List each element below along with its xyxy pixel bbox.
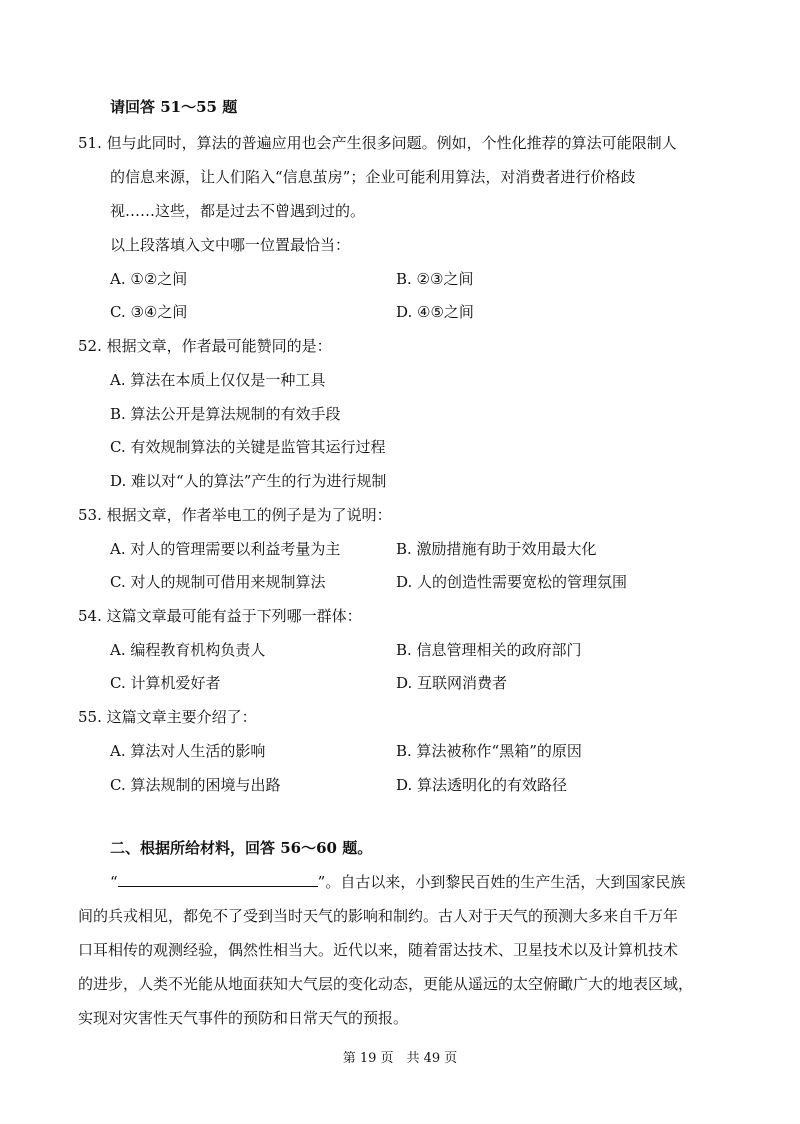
question-prompt: 以上段落填入文中哪一位置最恰当： bbox=[110, 236, 351, 254]
option-d[interactable]: D. 算法透明化的有效路径 bbox=[396, 776, 568, 794]
option-c[interactable]: C. ③④之间 bbox=[110, 303, 188, 321]
option-d[interactable]: D. ④⑤之间 bbox=[396, 303, 474, 321]
option-b[interactable]: B. 算法公开是算法规制的有效手段 bbox=[110, 405, 341, 423]
material-line: 间的兵戎相见，都免不了受到当时天气的影响和制约。古人对于天气的预测大多来自千万年 bbox=[78, 907, 679, 925]
quote-open: “ bbox=[110, 873, 118, 891]
question-53 bbox=[78, 505, 392, 525]
material-line: 的进步，人类不光能从地面获知大气层的变化动态，更能从遥远的太空俯瞰广大的地表区域， bbox=[78, 975, 694, 993]
section-intro: 请回答 51～55 题 bbox=[110, 98, 238, 116]
material-first-line bbox=[110, 872, 685, 892]
option-c[interactable]: C. 有效规制算法的关键是监管其运行过程 bbox=[110, 438, 386, 456]
question-number: 55. bbox=[78, 708, 102, 726]
question-52 bbox=[78, 336, 332, 356]
question-55 bbox=[78, 707, 257, 727]
question-51 bbox=[78, 133, 677, 153]
question-number: 54. bbox=[78, 607, 102, 625]
option-b[interactable]: B. 信息管理相关的政府部门 bbox=[396, 641, 582, 659]
option-d[interactable]: D. 人的创造性需要宽松的管理氛围 bbox=[396, 573, 628, 591]
option-a[interactable]: A. ①②之间 bbox=[110, 270, 188, 288]
option-b[interactable]: B. 算法被称作“黑箱”的原因 bbox=[396, 742, 582, 760]
option-a[interactable]: A. 对人的管理需要以利益考量为主 bbox=[110, 540, 341, 558]
question-number: 53. bbox=[78, 506, 102, 524]
material-line: 口耳相传的观测经验，偶然性相当大。近代以来，随着雷达技术、卫星技术以及计算机技术 bbox=[78, 941, 679, 959]
question-text: 但与此同时，算法的普遍应用也会产生很多问题。例如，个性化推荐的算法可能限制人 bbox=[106, 134, 677, 152]
question-text: 这篇文章最可能有益于下列哪一群体： bbox=[106, 607, 362, 625]
material-text: ”。自古以来，小到黎民百姓的生产生活，大到国家民族 bbox=[317, 873, 686, 891]
section-title: 二、根据所给材料，回答 56～60 题。 bbox=[110, 839, 373, 857]
question-number: 51. bbox=[78, 134, 102, 152]
option-a[interactable]: A. 算法对人生活的影响 bbox=[110, 742, 266, 760]
question-text-line: 视……这些，都是过去不曾遇到过的。 bbox=[110, 202, 366, 220]
question-text: 这篇文章主要介绍了： bbox=[106, 708, 257, 726]
option-a[interactable]: A. 算法在本质上仅仅是一种工具 bbox=[110, 371, 326, 389]
option-c[interactable]: C. 计算机爱好者 bbox=[110, 674, 221, 692]
option-d[interactable]: D. 难以对“人的算法”产生的行为进行规制 bbox=[110, 472, 387, 490]
option-d[interactable]: D. 互联网消费者 bbox=[396, 674, 508, 692]
material-line: 实现对灾害性天气事件的预防和日常天气的预报。 bbox=[78, 1009, 409, 1027]
question-54 bbox=[78, 606, 362, 626]
question-number: 52. bbox=[78, 337, 102, 355]
question-text: 根据文章，作者最可能赞同的是： bbox=[106, 337, 332, 355]
question-text: 根据文章，作者举电工的例子是为了说明： bbox=[106, 506, 392, 524]
page-footer: 第 19 页 共 49 页 bbox=[342, 1051, 458, 1066]
option-a[interactable]: A. 编程教育机构负责人 bbox=[110, 641, 266, 659]
question-text-line: 的信息来源，让人们陷入“信息茧房”；企业可能利用算法，对消费者进行价格歧 bbox=[110, 168, 636, 186]
option-b[interactable]: B. ②③之间 bbox=[396, 270, 474, 288]
option-b[interactable]: B. 激励措施有助于效用最大化 bbox=[396, 540, 597, 558]
option-c[interactable]: C. 对人的规制可借用来规制算法 bbox=[110, 573, 326, 591]
fill-blank[interactable] bbox=[118, 872, 318, 887]
option-c[interactable]: C. 算法规制的困境与出路 bbox=[110, 776, 281, 794]
